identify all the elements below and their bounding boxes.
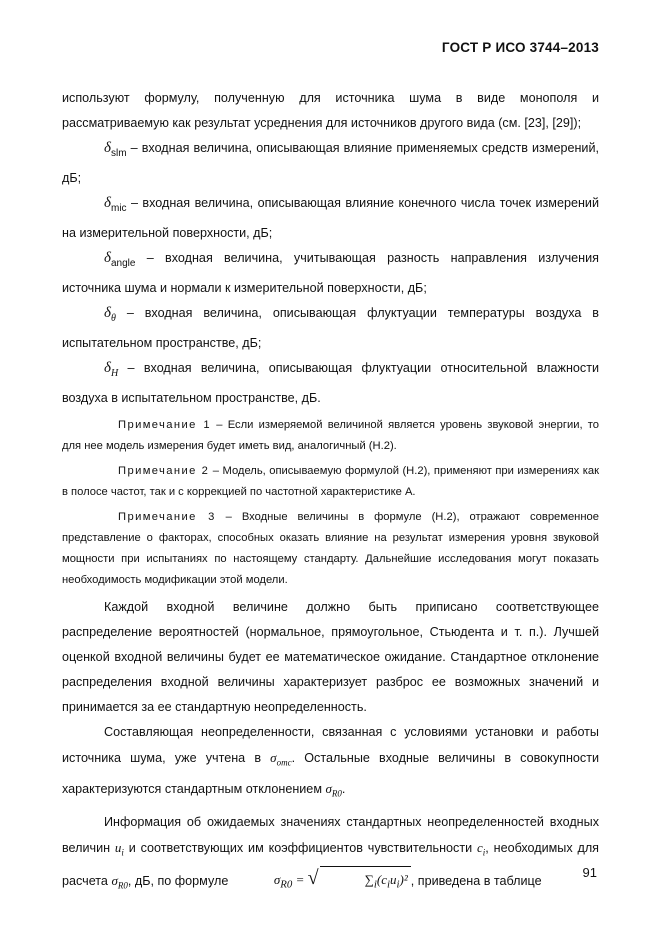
definition-d-slm: $\delta_{slm}$ – входная величина, описывающая влияние применяемых средств измерений, дБ; [62, 140, 599, 185]
definition-d-theta: $\delta_\theta$ – входная величина, описывающая флуктуации температуры воздуха в испытательном пространстве, дБ; [62, 305, 599, 350]
paragraph-installation: Составляющая неопределенности, связанная с условиями установки и работы источника шума, уже учтена в $\sigma_{omc}$. Остальные входные величины в совокупности характеризуются стандартным отклонением $\sigma_{R0}$. [62, 725, 600, 799]
symbol-delta-theta: $\delta_\theta$ [104, 305, 116, 324]
definition-d-mic: $\delta_{mic}$ – входная величина, описывающая влияние конечного числа точек измерений на измерительной поверхности, дБ; [62, 195, 599, 240]
symbol-sigma-r0-2: $\sigma_{R0}$ [111, 872, 128, 891]
symbol-c-i: $c_i$ [476, 840, 486, 858]
symbol-delta-slm: $\delta_{slm}$ [104, 140, 127, 159]
note-2: Примечание 2 – Модель, описываемую формулой (H.2), применяют при измерениях как в полосе частот, так и с коррекцией по частотной характеристике A. [62, 465, 599, 498]
definition-d-angle: $\delta_{angle}$ – входная величина, учитывающая разность направления излучения источника шума и нормали к измерительной поверхности, дБ; [62, 250, 599, 295]
definition-d-h: $\delta_H$ – входная величина, описывающая флуктуации относительной влажности воздуха в испытательном пространстве, дБ. [62, 360, 599, 405]
note-3: Примечание 3 – Входные величины в формуле (H.2), отражают современное представление о факторах, способных оказать влияние на результат измерения уровня звуковой мощности при испытаниях по настоящему стандарту. Дальнейшие исследования могут показать необходимость модификации этой модели. [62, 511, 599, 586]
symbol-delta-mic: $\delta_{mic}$ [104, 195, 127, 214]
symbol-delta-h: $\delta_H$ [104, 360, 119, 379]
paragraph-distribution: Каждой входной величине должно быть приписано соответствующее распределение вероятностей (нормальное, прямоугольное, Стьюдента и т. п.). Лучшей оценкой входной величины будет ее математическое ожидание. Стандартное отклонение распределения входной величины характеризует разброс ее возможных значений и принимается за ее стандартную неопределенность. [62, 600, 599, 714]
symbol-u-i: $u_i$ [114, 840, 124, 858]
symbol-sigma-omc: $\sigma_{omc}$ [270, 750, 292, 768]
document-header: ГОСТ Р ИСО 3744–2013 [441, 40, 599, 55]
document-body [62, 86, 599, 899]
symbol-sigma-r0: $\sigma_{R0}$ [325, 780, 342, 799]
symbol-delta-angle: $\delta_{angle}$ [104, 250, 136, 269]
formula-sigma-r0: $\sigma_{R0}$ = √ $\sum_i(c_iu_i)^2$ [232, 866, 411, 898]
paragraph-information: Информация об ожидаемых значениях стандартных неопределенностей входных величин $u_i$ и соответствующих им коэффициентов чувствительности $c_i$, необходимых для расчета $\sigma_{R0}$, дБ, по формуле $\sigma_{R0}$ = √ $\sum_i(c_iu_i)^2$ , приведена в таблице [62, 810, 599, 898]
page-number: 91 [582, 865, 597, 880]
note-1: Примечание 1 – Если измеряемой величиной является уровень звуковой энергии, то для нее модель измерения будет иметь вид, аналогичный (H.2). [62, 419, 599, 452]
paragraph-intro: используют формулу, полученную для источника шума в виде монополя и рассматриваемую как результат усреднения для источников другого вида (см. [23], [29]); [62, 91, 599, 130]
